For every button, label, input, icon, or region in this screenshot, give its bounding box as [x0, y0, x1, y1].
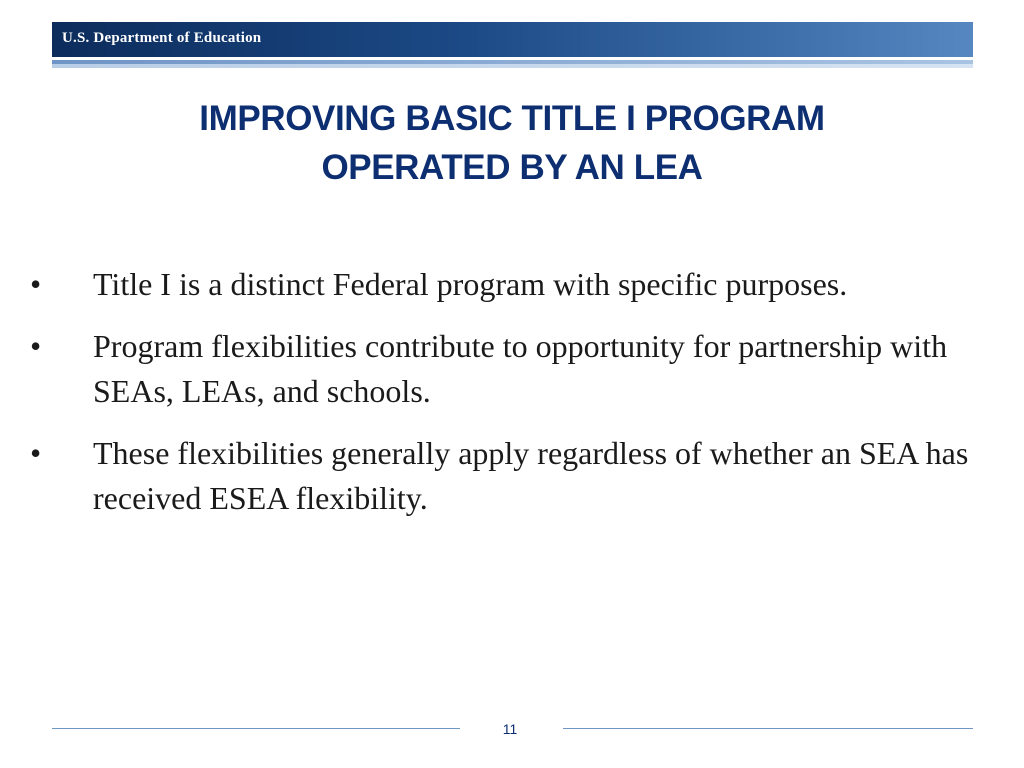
slide-title-line-1: IMPROVING BASIC TITLE I PROGRAM	[199, 99, 825, 138]
bullet-dot-icon: •	[30, 435, 42, 471]
bullet-text: These flexibilities generally apply regardless of whether an SEA has received ESEA flexibility.	[93, 435, 969, 516]
bullet-item	[30, 262, 980, 307]
footer-divider-left	[52, 728, 460, 729]
slide-title-line-2: OPERATED BY AN LEA	[321, 148, 703, 187]
page-number: 11	[502, 721, 518, 737]
header-banner	[52, 22, 973, 57]
bullet-dot-icon: •	[30, 328, 42, 364]
bullet-list	[30, 262, 980, 538]
footer-divider-right	[563, 728, 973, 729]
header-light-stripe	[52, 64, 973, 68]
bullet-dot-icon: •	[30, 266, 42, 302]
bullet-text: Title I is a distinct Federal program with specific purposes.	[93, 266, 848, 302]
bullet-item	[30, 431, 980, 521]
organization-name: U.S. Department of Education	[62, 30, 262, 46]
bullet-text: Program flexibilities contribute to opportunity for partnership with SEAs, LEAs, and schools.	[93, 328, 948, 409]
bullet-item	[30, 324, 980, 414]
slide-title	[80, 94, 944, 192]
